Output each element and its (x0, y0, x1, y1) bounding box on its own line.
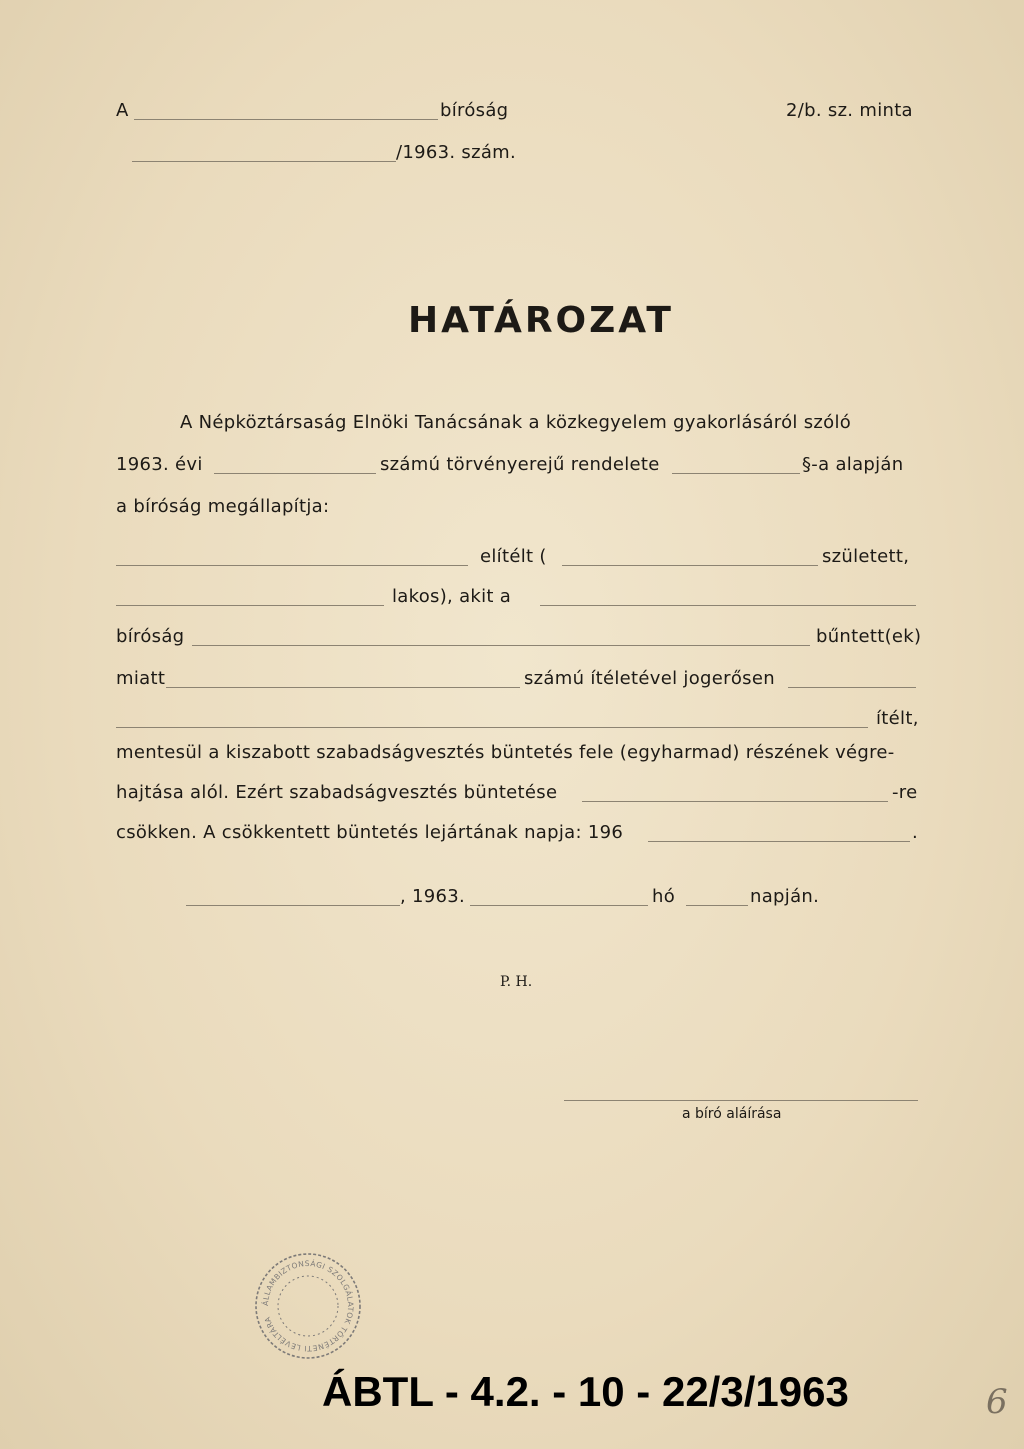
reduced-line: csökken. A csökkentett büntetés lejártának napja: 196 (116, 822, 624, 843)
page-number: 6 (986, 1382, 1008, 1422)
svg-text:ÁLLAMBIZTONSÁGI SZOLGÁLATOK TÖ (261, 1259, 355, 1353)
case-number-line (132, 161, 396, 162)
judgment-continue-line (788, 687, 916, 688)
crime-line (192, 645, 810, 646)
convicted-label: elítélt ( (480, 546, 547, 567)
execution-line: hajtása alól. Ezért szabadságvesztés büntetése (116, 782, 558, 803)
birth-line (562, 565, 818, 566)
because-label: miatt (116, 668, 166, 689)
expiry-date-line (648, 841, 910, 842)
residence-line (116, 605, 384, 606)
judgment-number-line (166, 687, 520, 688)
reduced-period: . (912, 822, 919, 843)
court-suffix: bíróság (440, 100, 509, 121)
convict-name-line (116, 565, 468, 566)
archive-reference: ÁBTL - 4.2. - 10 - 22/3/1963 (322, 1368, 849, 1415)
date-month: hó (652, 886, 676, 907)
intro-line-1: A Népköztársaság Elnöki Tanácsának a közkegyelem gyakorlásáról szóló (180, 412, 852, 433)
decree-number-line (214, 473, 376, 474)
intro-section: §-a alapján (802, 454, 904, 475)
place-line (186, 905, 400, 906)
judgment-label: számú ítéletével jogerősen (524, 668, 775, 689)
intro-year: 1963. évi (116, 454, 203, 475)
reduced-sentence-line (582, 801, 888, 802)
crimes-label: bűntett(ek) (816, 626, 922, 647)
stamp-inner-ring (278, 1276, 338, 1336)
signature-label: a bíró aláírása (682, 1106, 782, 1122)
archive-stamp (252, 1250, 364, 1362)
day-line (686, 905, 748, 906)
stamp-outer-ring (256, 1254, 360, 1358)
born-label: született, (822, 546, 910, 567)
intro-decree: számú törvényerejű rendelete (380, 454, 660, 475)
signature-line (564, 1100, 918, 1101)
resident-label: lakos), akit a (392, 586, 512, 607)
seal-label: P. H. (500, 974, 533, 990)
date-year: , 1963. (400, 886, 466, 907)
sentence-line (116, 727, 868, 728)
court-prefix: A (116, 100, 129, 121)
date-day: napján. (750, 886, 820, 907)
case-number-suffix: /1963. szám. (396, 142, 517, 163)
stamp-text: ÁLLAMBIZTONSÁGI SZOLGÁLATOK TÖRTÉNETI LEVÉLTÁRA (260, 1258, 356, 1354)
section-number-line (672, 473, 800, 474)
form-code: 2/b. sz. minta (786, 100, 913, 121)
sentenced-label: ítélt, (876, 708, 919, 729)
month-line (470, 905, 648, 906)
court-label: bíróság (116, 626, 185, 647)
court-name-line (134, 119, 438, 120)
re-suffix: -re (892, 782, 918, 803)
court-ref-line (540, 605, 916, 606)
exempt-line: mentesül a kiszabott szabadságvesztés büntetés fele (egyharmad) részének végre- (116, 742, 895, 763)
intro-line-3: a bíróság megállapítja: (116, 496, 330, 517)
document-title: HATÁROZAT (408, 300, 674, 341)
